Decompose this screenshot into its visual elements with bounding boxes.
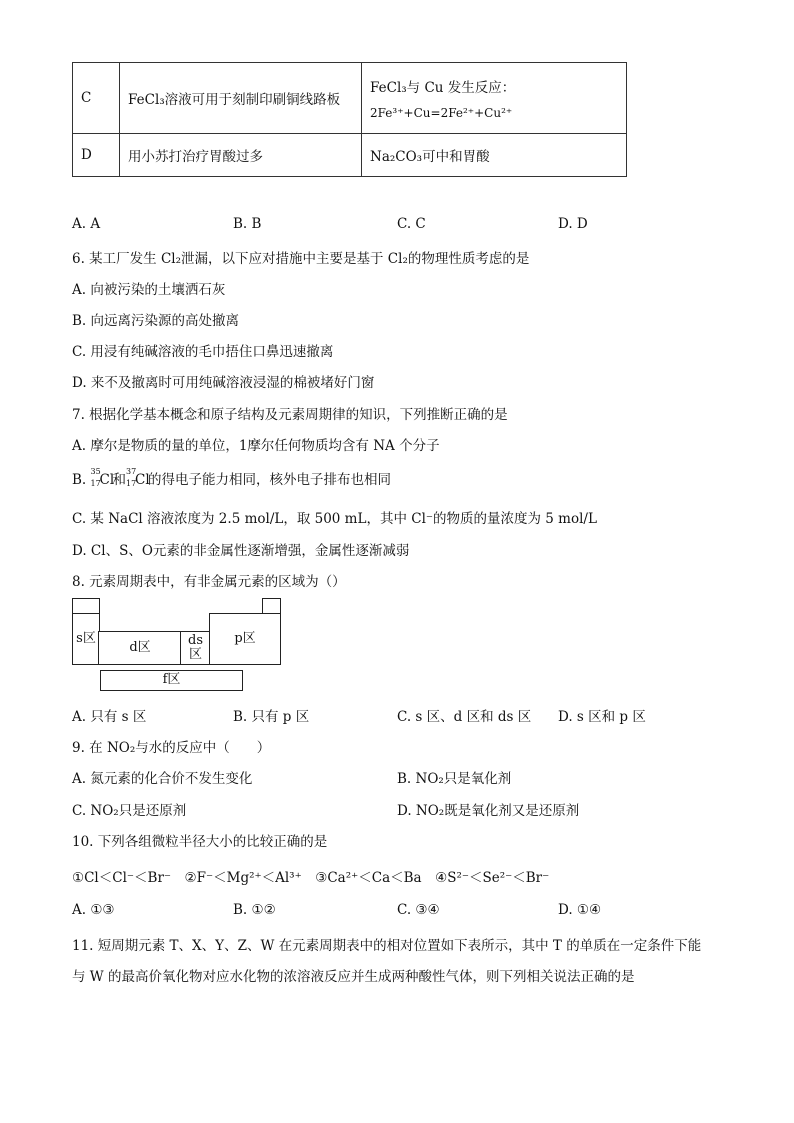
option: A. 氮元素的化合价不发生变化 bbox=[72, 771, 253, 787]
row-reason bbox=[362, 63, 627, 134]
question-stem: 9. 在 NO₂与水的反应中（ ） bbox=[72, 740, 271, 756]
option: D. D bbox=[558, 216, 588, 232]
option: D. s 区和 p 区 bbox=[558, 709, 646, 725]
option: B. 只有 p 区 bbox=[233, 709, 310, 725]
option: C. NO₂只是还原剂 bbox=[72, 803, 187, 819]
p-block: p区 bbox=[209, 613, 281, 665]
reason-line: FeCl₃与 Cu 发生反应： bbox=[370, 80, 516, 96]
option: C. 用浸有纯碱溶液的毛巾捂住口鼻迅速撤离 bbox=[72, 344, 334, 360]
question-stem: 8. 元素周期表中，有非金属元素的区域为（） bbox=[72, 574, 346, 590]
ds-block: ds 区 bbox=[180, 631, 211, 665]
option: B. 35 17 Cl 和 37 17 Cl 的得电子能力相同，核外电子排布也相同 bbox=[72, 466, 392, 488]
table-row bbox=[73, 63, 627, 134]
option: A. 摩尔是物质的量的单位，1摩尔任何物质均含有 NA 个分子 bbox=[72, 438, 440, 454]
isotope-symbol: 35 17 Cl bbox=[90, 466, 115, 488]
row-label: D bbox=[73, 134, 120, 177]
option-prefix: B. bbox=[72, 472, 87, 488]
option: B. 向远离污染源的高处撤离 bbox=[72, 313, 240, 329]
option: A. 向被污染的土壤洒石灰 bbox=[72, 282, 226, 298]
row-desc: 用小苏打治疗胃酸过多 bbox=[120, 134, 362, 177]
d-block: d区 bbox=[98, 631, 182, 665]
answer-table bbox=[72, 62, 627, 177]
option: A. ①③ bbox=[72, 902, 115, 918]
option: B. B bbox=[233, 216, 262, 232]
option: A. 只有 s 区 bbox=[72, 709, 147, 725]
option: D. 来不及撤离时可用纯碱溶液浸湿的棉被堵好门窗 bbox=[72, 375, 375, 391]
question-stem: 7. 根据化学基本概念和原子结构及元素周期律的知识，下列推断正确的是 bbox=[72, 407, 508, 423]
option: A. A bbox=[72, 216, 101, 232]
option: D. NO₂既是氧化剂又是还原剂 bbox=[397, 803, 580, 819]
s-block: s区 bbox=[72, 613, 100, 665]
row-desc: FeCl₃溶液可用于刻制印刷铜线路板 bbox=[120, 63, 362, 134]
option: D. Cl、S、O元素的非金属性逐渐增强，金属性逐渐减弱 bbox=[72, 543, 410, 559]
question-stem: 6. 某工厂发生 Cl₂泄漏，以下应对措施中主要是基于 Cl₂的物理性质考虑的是 bbox=[72, 251, 530, 267]
f-block: f区 bbox=[100, 670, 243, 691]
isotope-symbol: 37 17 Cl bbox=[126, 466, 150, 488]
option: C. C bbox=[397, 216, 426, 232]
option: C. ③④ bbox=[397, 902, 440, 918]
option: D. ①④ bbox=[558, 902, 602, 918]
question-stem: 11. 短周期元素 T、X、Y、Z、W 在元素周期表中的相对位置如下表所示，其中 T 的单质在一定条件下能 bbox=[72, 938, 702, 954]
option: C. s 区、d 区和 ds 区 bbox=[397, 709, 532, 725]
option: B. ①② bbox=[233, 902, 276, 918]
option: B. NO₂只是氧化剂 bbox=[397, 771, 512, 787]
row-reason: Na₂CO₃可中和胃酸 bbox=[362, 134, 627, 177]
p-block-top bbox=[262, 598, 281, 614]
question-stem-continued: 与 W 的最高价氧化物对应水化物的浓溶液反应并生成两种酸性气体，则下列相关说法正确的是 bbox=[72, 969, 635, 985]
option: C. 某 NaCl 溶液浓度为 2.5 mol/L，取 500 mL，其中 Cl⁻的物质的量浓度为 5 mol/L bbox=[72, 511, 597, 527]
comparison-items: ①Cl＜Cl⁻＜Br⁻ ②F⁻＜Mg²⁺＜Al³⁺ ③Ca²⁺＜Ca＜Ba ④S²⁻＜Se²⁻＜Br⁻ bbox=[72, 870, 550, 886]
row-label: C bbox=[73, 63, 120, 134]
periodic-table-diagram bbox=[72, 598, 284, 694]
table-row bbox=[73, 134, 627, 177]
s-block-top bbox=[72, 598, 100, 614]
reason-equation: 2Fe³⁺+Cu=2Fe²⁺+Cu²⁺ bbox=[370, 106, 513, 120]
question-stem: 10. 下列各组微粒半径大小的比较正确的是 bbox=[72, 834, 328, 850]
